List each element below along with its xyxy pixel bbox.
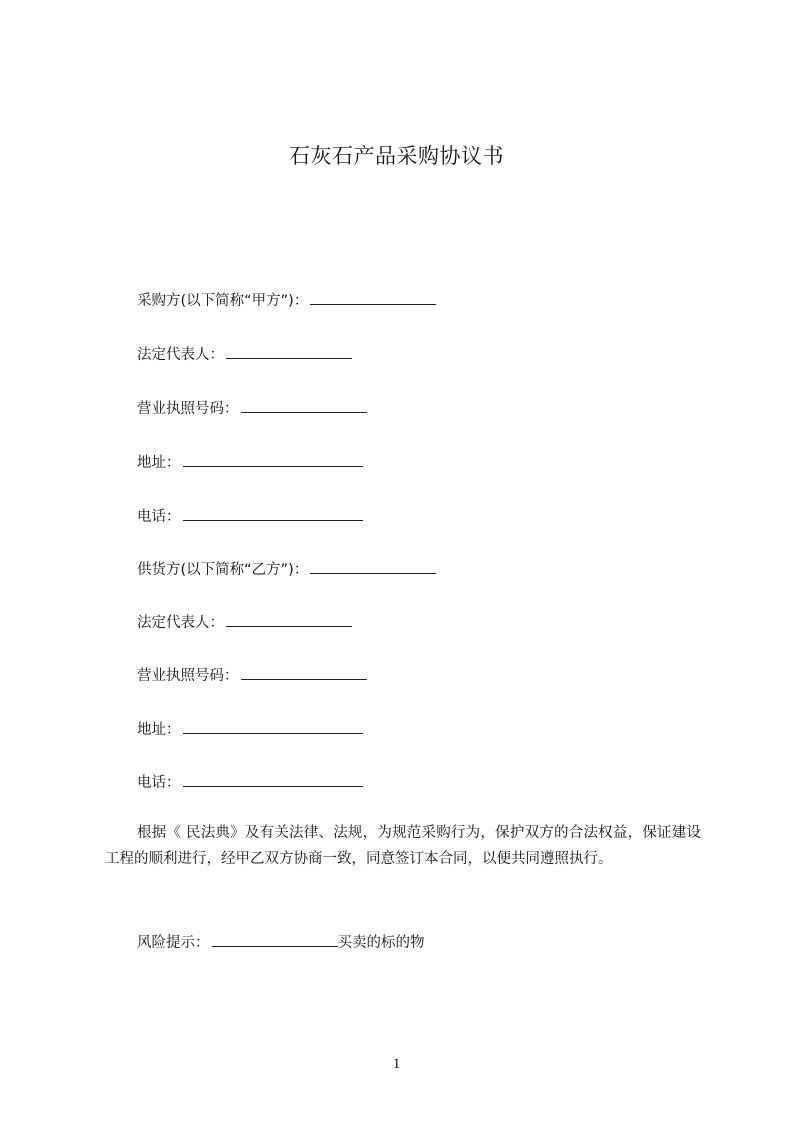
risk-prompt-suffix: 买卖的标的物 (337, 935, 425, 951)
party-b-legal-rep-line (137, 611, 352, 634)
party-a-phone-line (137, 505, 363, 528)
party-b-phone-blank[interactable] (183, 771, 363, 787)
party-a-phone-label: 电话： (137, 509, 181, 525)
document-title: 石灰石产品采购协议书 (289, 144, 504, 168)
party-b-name-blank[interactable] (310, 558, 436, 574)
party-a-heading: 采购方(以下简称“甲方”)： (137, 293, 309, 309)
party-b-heading-line (137, 558, 436, 581)
party-a-legal-rep-line (137, 343, 352, 366)
party-b-heading: 供货方(以下简称“乙方”)： (137, 562, 309, 578)
risk-prompt-line (137, 931, 425, 954)
party-b-license-label: 营业执照号码： (137, 668, 239, 684)
party-a-license-line (137, 397, 367, 420)
party-b-legal-rep-label: 法定代表人： (137, 615, 224, 631)
party-b-address-blank[interactable] (183, 718, 363, 734)
party-a-legal-rep-blank[interactable] (226, 343, 352, 359)
page-number: 1 (392, 1056, 401, 1072)
party-a-name-blank[interactable] (310, 289, 436, 305)
preamble-paragraph: 根据《 民法典》及有关法律、法规，为规范采购行为，保护双方的合法权益，保证建设工程的顺利进行，经甲乙双方协商一致，同意签订本合同，以便共同遵照执行。 (105, 825, 701, 867)
party-a-legal-rep-label: 法定代表人： (137, 347, 224, 363)
party-a-address-label: 地址： (137, 455, 181, 471)
party-b-address-label: 地址： (137, 722, 181, 738)
risk-prompt-blank[interactable] (212, 931, 338, 947)
party-b-legal-rep-blank[interactable] (226, 611, 352, 627)
party-a-address-line (137, 451, 363, 474)
party-b-phone-line (137, 771, 363, 794)
party-b-license-line (137, 664, 367, 687)
party-a-phone-blank[interactable] (183, 505, 363, 521)
party-b-address-line (137, 718, 363, 741)
party-b-phone-label: 电话： (137, 775, 181, 791)
party-a-license-label: 营业执照号码： (137, 401, 239, 417)
risk-prompt-label: 风险提示： (137, 935, 210, 951)
party-a-heading-line (137, 289, 436, 312)
party-a-address-blank[interactable] (183, 451, 363, 467)
party-b-license-blank[interactable] (241, 664, 367, 680)
party-a-license-blank[interactable] (241, 397, 367, 413)
